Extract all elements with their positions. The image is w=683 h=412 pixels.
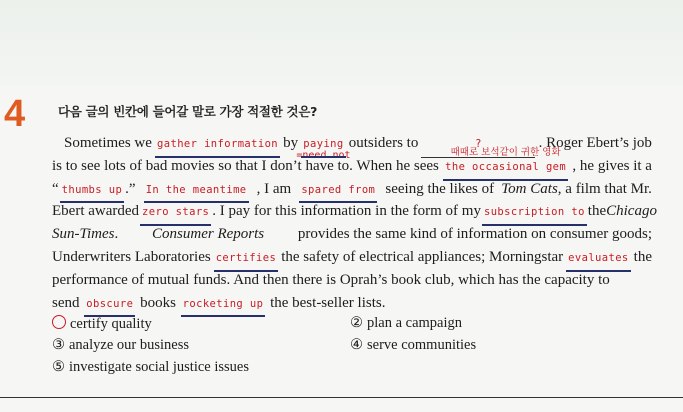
passage-text: outsiders to xyxy=(348,135,419,151)
passage-text: the xyxy=(587,203,607,220)
passage-text: Consumer Reports xyxy=(152,226,265,243)
passage-text: Chicago xyxy=(606,203,657,220)
annotated-phrase xyxy=(60,178,125,202)
option-3[interactable] xyxy=(52,337,350,359)
option-text: serve communities xyxy=(367,337,477,353)
passage-text: Tom Cats, a film that Mr. xyxy=(501,180,652,197)
passage xyxy=(52,132,657,314)
handwritten-note: subscription to xyxy=(483,206,585,219)
passage-text: Sun-Times. xyxy=(52,226,119,243)
option-text: plan a campaign xyxy=(367,315,463,331)
handwritten-gloss: 때때로 보석같이 귀한 영화 xyxy=(450,146,561,158)
annotated-phrase xyxy=(140,200,211,224)
handwritten-gloss: =need not xyxy=(296,150,351,161)
handwritten-note: certifies xyxy=(215,251,277,264)
passage-text: the xyxy=(633,248,652,265)
handwritten-note: rocketing up xyxy=(182,297,264,310)
passage-line xyxy=(52,292,652,315)
passage-text: “ thumbs up .” xyxy=(52,178,136,202)
annotated-phrase xyxy=(214,246,279,270)
passage-text: send xyxy=(52,294,80,311)
blank-mark: ? xyxy=(475,138,482,150)
passage-text: , he gives it a xyxy=(572,157,652,174)
annotated-phrase xyxy=(144,178,249,202)
question-title: 다음 글의 빈칸에 들어갈 말로 가장 적절한 것은? xyxy=(58,104,318,119)
bottom-divider xyxy=(0,397,683,398)
passage-text: books xyxy=(140,294,176,311)
handwritten-note: the occasional gem xyxy=(445,160,567,173)
handwritten-note: zero stars xyxy=(142,206,210,219)
passage-line xyxy=(52,269,652,292)
option-number: ② xyxy=(350,315,363,331)
option-text: analyze our business xyxy=(69,337,189,353)
question-number: 4 xyxy=(4,93,26,135)
annotated-phrase xyxy=(299,178,377,202)
passage-line xyxy=(52,200,657,223)
handwritten-note: spared from xyxy=(301,183,376,196)
selected-circle-icon xyxy=(52,315,66,329)
option-2[interactable] xyxy=(350,315,648,337)
passage-text: Sometimes we xyxy=(64,135,152,151)
annotated-phrase xyxy=(443,146,568,179)
option-text: certify quality xyxy=(70,316,152,332)
option-number: ③ xyxy=(52,337,65,353)
passage-text: Ebert awarded xyxy=(52,203,140,220)
handwritten-note: In the meantime xyxy=(145,183,247,196)
passage-text: provides the same kind of information on consumer goods; xyxy=(297,226,652,243)
option-text: investigate social justice issues xyxy=(69,359,250,375)
annotated-phrase xyxy=(296,132,351,161)
handwritten-note: evaluates xyxy=(568,251,629,264)
option-number: ⑤ xyxy=(52,359,65,375)
annotated-phrase xyxy=(84,292,135,316)
passage-line xyxy=(52,178,652,201)
passage-text: . Roger Ebert’s job xyxy=(538,135,652,151)
passage-text: Underwriters Laboratories xyxy=(52,248,211,265)
passage-text: by xyxy=(283,135,299,151)
passage-text: . I pay for this information in the form of my xyxy=(212,203,481,220)
option-1[interactable] xyxy=(52,315,350,337)
passage-line xyxy=(52,246,652,269)
passage-line xyxy=(52,132,652,161)
passage-text: performance of mutual funds. And then there is Oprah’s book club, which has the capacity to xyxy=(52,271,610,288)
annotated-phrase xyxy=(181,292,266,316)
passage-text: , I am xyxy=(256,180,292,197)
handwritten-note: gather information xyxy=(157,138,279,150)
annotated-phrase xyxy=(482,200,587,224)
passage-text: the safety of electrical appliances; Morningstar xyxy=(281,248,564,265)
option-5[interactable] xyxy=(52,359,452,381)
passage-line xyxy=(52,223,652,246)
option-number: ④ xyxy=(350,337,363,353)
passage-text: the best-seller lists. xyxy=(270,294,386,311)
passage-line xyxy=(52,146,652,178)
option-4[interactable] xyxy=(350,337,648,359)
answer-options xyxy=(52,315,652,381)
passage-text: seeing the likes of xyxy=(385,180,495,197)
passage-text: is to see lots of bad movies so that I don’t have to. When he sees xyxy=(52,157,439,174)
top-margin-band xyxy=(0,0,683,86)
annotated-phrase xyxy=(566,246,631,270)
annotated-phrase xyxy=(155,132,280,156)
handwritten-note: thumbs up xyxy=(61,183,123,196)
handwritten-note: obscure xyxy=(86,297,134,310)
handwritten-note: paying xyxy=(303,138,344,150)
